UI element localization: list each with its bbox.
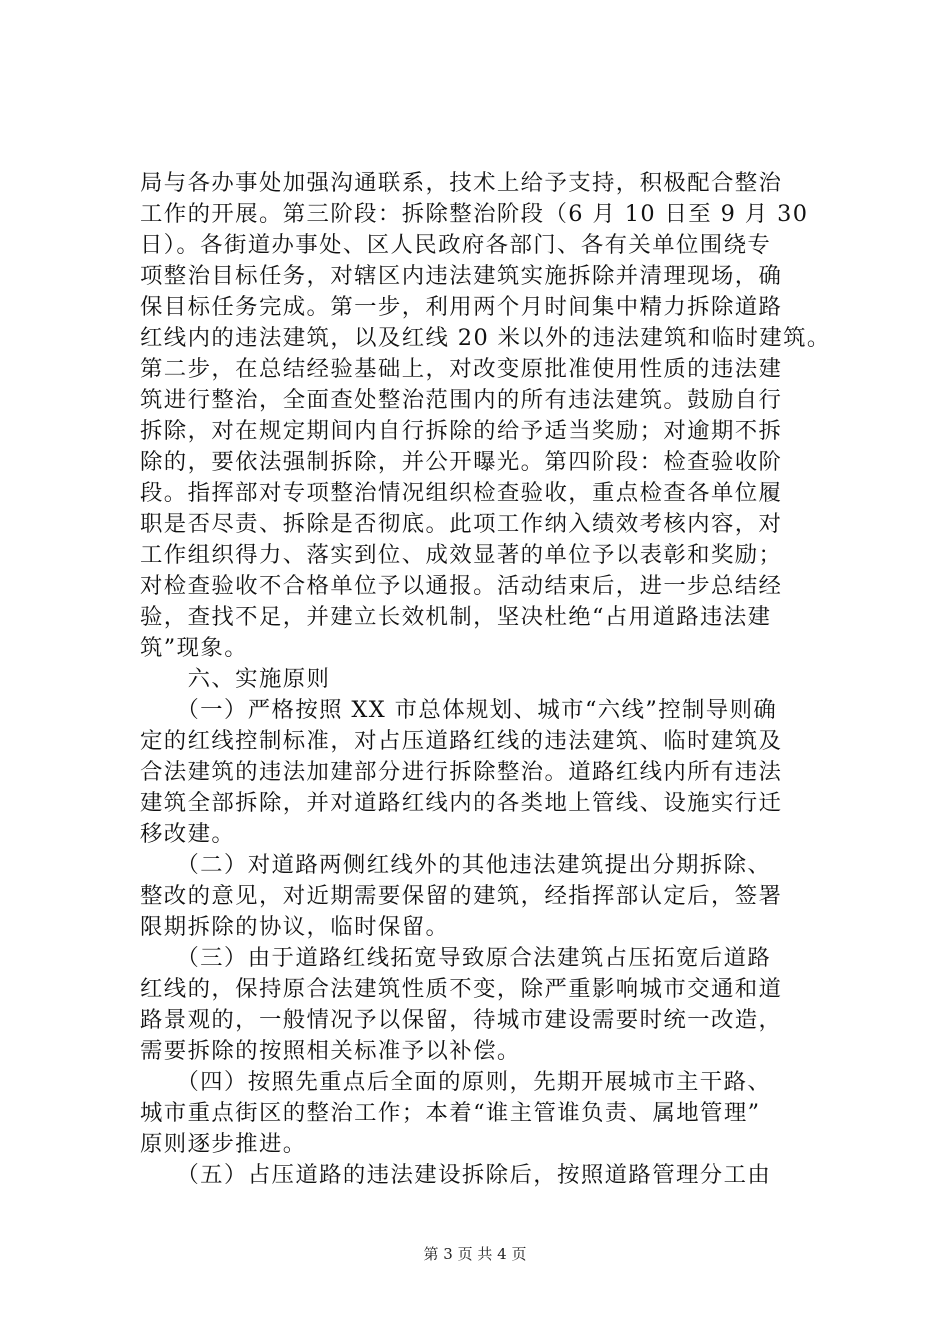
text-line: 移改建。 [140, 821, 236, 847]
text-line: 建筑全部拆除，并对道路红线内的各类地上管线、设施实行迁 [140, 790, 783, 816]
page-number-footer: 第 3 页 共 4 页 [423, 1245, 527, 1263]
text-line: 限期拆除的协议，临时保留。 [140, 914, 450, 940]
text-line: （一）严格按照 XX 市总体规划、城市“六线”控制导则确 [140, 697, 778, 723]
text-line: 拆除，对在规定期间内自行拆除的给予适当奖励；对逾期不拆 [140, 418, 783, 444]
text-line: 项整治目标任务，对辖区内违法建筑实施拆除并清理现场，确 [140, 263, 783, 289]
text-line: 工作的开展。第三阶段：拆除整治阶段（6 月 10 日至 9 月 30 [140, 201, 809, 227]
text-line: 红线的，保持原合法建筑性质不变，除严重影响城市交通和道 [140, 976, 783, 1002]
text-line: 日）。各街道办事处、区人民政府各部门、各有关单位围绕专 [140, 232, 772, 258]
text-line: （三）由于道路红线拓宽导致原合法建筑占压拓宽后道路 [140, 945, 772, 971]
text-line: 城市重点街区的整治工作；本着“谁主管谁负责、属地管理” [140, 1100, 761, 1126]
text-line: 合法建筑的违法加建部分进行拆除整治。道路红线内所有违法 [140, 759, 783, 785]
text-line: 第二步，在总结经验基础上，对改变原批准使用性质的违法建 [140, 356, 783, 382]
text-line: 段。指挥部对专项整治情况组织检查验收，重点检查各单位履 [140, 480, 783, 506]
text-line: 职是否尽责、拆除是否彻底。此项工作纳入绩效考核内容，对 [140, 511, 783, 537]
text-line: 工作组织得力、落实到位、成效显著的单位予以表彰和奖励； [140, 542, 783, 568]
text-line: （二）对道路两侧红线外的其他违法建筑提出分期拆除、 [140, 852, 772, 878]
text-line: 定的红线控制标准，对占压道路红线的违法建筑、临时建筑及 [140, 728, 783, 754]
text-line: 除的，要依法强制拆除，并公开曝光。第四阶段：检查验收阶 [140, 449, 783, 475]
text-line: 原则逐步推进。 [140, 1131, 307, 1157]
text-line: 对检查验收不合格单位予以通报。活动结束后，进一步总结经 [140, 573, 783, 599]
text-line: 需要拆除的按照相关标准予以补偿。 [140, 1038, 521, 1064]
text-line: 路景观的，一般情况予以保留，待城市建设需要时统一改造， [140, 1007, 783, 1033]
text-line: （五）占压道路的违法建设拆除后，按照道路管理分工由 [140, 1162, 772, 1188]
section-heading: 六、实施原则 [140, 666, 331, 692]
document-body [140, 168, 840, 1191]
text-line: 整改的意见，对近期需要保留的建筑，经指挥部认定后，签署 [140, 883, 783, 909]
text-line: 筑”现象。 [140, 635, 249, 661]
text-line: （四）按照先重点后全面的原则，先期开展城市主干路、 [140, 1069, 772, 1095]
text-line: 红线内的违法建筑，以及红线 20 米以外的违法建筑和临时建筑。 [140, 325, 831, 351]
text-line: 验，查找不足，并建立长效机制，坚决杜绝“占用道路违法建 [140, 604, 772, 630]
text-line: 局与各办事处加强沟通联系，技术上给予支持，积极配合整治 [140, 170, 783, 196]
text-line: 保目标任务完成。第一步，利用两个月时间集中精力拆除道路 [140, 294, 783, 320]
text-line: 筑进行整治，全面查处整治范围内的所有违法建筑。鼓励自行 [140, 387, 783, 413]
